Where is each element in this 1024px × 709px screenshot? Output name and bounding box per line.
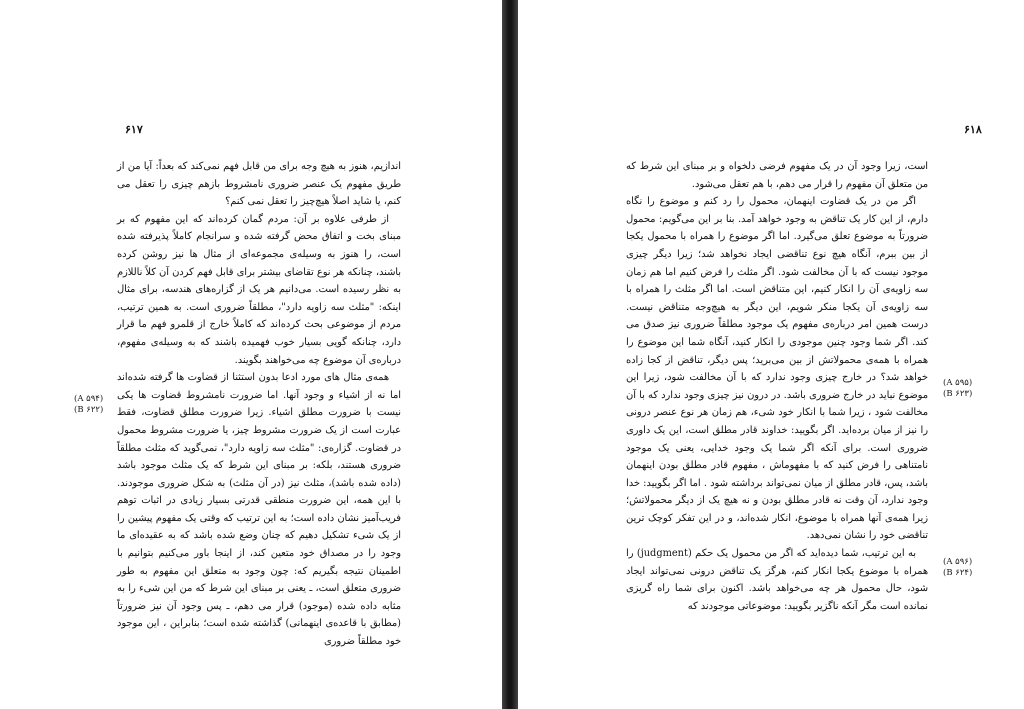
margin-reference-a: (A ۵۹۶) [943, 557, 973, 567]
page-number: ۶۱۸ [964, 123, 982, 136]
text-column [626, 158, 928, 615]
left-page [0, 0, 502, 709]
paragraph: اگر من در یک قضاوت اینهمان، محمول را رد کنم و موضوع را نگاه دارم، از این کار یک تناقض به وجود خواهد آمد. بنا بر این می‌گویم: محمول ضرورتاً به موضوع تعلق می‌گیرد. اما اگر موضوع را همراه با محمول یکجا از بین ببرم، آنگاه هیچ نوع تناقضی ایجاد نخواهد شد؛ زیرا دیگر چیزی موجود نیست که با آن مخالفت شود. اگر مثلث را فرض کنیم اما هم زمان سه زاویه‌ی آن را انکار کنیم، این متناقض است. اما اگر مثلث را همراه با سه زاویه‌ی آن یکجا منکر شویم، این دیگر به هیچ‌وجه متناقض نیست. درست همین امر درباره‌ی مفهوم یک موجود مطلقاً ضروری نیز صدق می کند. اگر شما وجود چنین موجودی را انکار کنید، آنگاه شما این موضوع را همراه با همه‌ی محمولاتش از بین می‌برید؛ پس دیگر، تناقض از کجا زاده خواهد شد؟ در خارج چیزی وجود ندارد که با آن مخالفت شود، زیرا این موضوع نباید در خارج ضروری باشد. در درون نیز چیزی وجود ندارد که با آن مخالفت شود ، زیرا شما با انکار خود شیء، هم زمان هر نوع عنصر درونی را نیز از میان برده‌اید. اگر بگویید: خداوند قادر مطلق است، این یک داوری ضروری است. برای آنکه اگر شما یک وجود خدایی، یعنی یک موجود نامتناهی را فرض کنید که با مفهوماش ، مفهوم قادر مطلق بودن اینهمان باشد، پس، قادر مطلق از میان نمی‌تواند برداشته شود . اما اگر بگویید: خدا وجود ندارد، آن وقت نه قادر مطلق بودن و نه هیچ یک از دیگر محمولاتش؛ زیرا همه‌ی آنها همراه با موضوع، انکار شده‌اند، و در این تفکر کوچک ترین تناقضی خود را نشان نمی‌دهد. [626, 196, 928, 542]
text-column [117, 158, 401, 651]
paragraph: از طرفی علاوه بر آن: مردم گمان کرده‌اند که این مفهوم که بر مبنای بخت و اتفاق محض گرفته شده و سرانجام کاملاً پذیرفته شده است، را هنوز به وسیله‌ی مجموعه‌ای از مثال ها نیز روشن کرده باشند، چنانکه هر نوع تقاضای بیشتر برای قابل فهم کردن آن کلاً ناللازم به نظر رسیده است. می‌دانیم هر یک از گزاره‌های هندسه، برای مثال اینکه: "مثلث سه زاویه دارد"، مطلقاً ضروری است. به همین ترتیب، مردم از موضوعی بحث کرده‌اند که کاملاً خارج از قلمرو فهم ما قرار دارد، چنانکه گویی بسیار خوب فهمیده باشند که به وسیله‌ی مفهوم، درباره‌ی آن موضوع چه می‌خواهند بگویند. [116, 213, 401, 366]
paragraph: همه‌ی مثال های مورد ادعا بدون استثنا از قضاوت ها گرفته شده‌اند اما نه از اشیاء و وجود آنها. اما ضرورت نامشروط قضاوت ها یکی نیست با ضرورت مطلق اشیاء. زیرا ضرورت مطلق قضاوت، فقط عبارت است از یک ضرورت مشروط چیز، یا ضرورت مشروط محمول در قضاوت. گزاره‌ی: "مثلث سه زاویه دارد"، نمی‌گوید که مثلث مطلقاً ضروری هستند، بلکه: بر مبنای این شرط که یک مثلث موجود باشد (داده شده باشد)، مثلث نیز (در آن مثلث) به شکل ضروری موجودند. با این همه، این ضرورت منطقی قدرتی بسیار زیادی در اثبات توهم فریب‌آمیز نشان داده است؛ به این ترتیب که وقتی یک مفهوم پیشین را از یک شیء تشکیل دهیم که چنان وضع شده باشد که به عقیده‌ای ما وجود را در مصداق خود متعین کند، از اینجا باور می‌کنیم بتوانیم با اطمینان نتیجه بگیریم که: چون وجود به متعلق این مفهوم به طور ضروری متعلق است، ـ یعنی بر مبنای این شرط که من این شیء را به مثابه داده شده (موجود) قرار می دهم، ـ پس وجود آن نیز ضرورتاً (مطابق با قاعده‌ی اینهمانی) گذاشته شده است؛ بنابراین ، این موجود خود مطلقاً ضروری [117, 372, 401, 648]
paragraph: به این ترتیب، شما دیده‌اید که اگر من محمول یک حکم (judgment) را همراه با موضوع یکجا انکار کنم، هرگز یک تناقض درونی نمی‌تواند ایجاد شود، حال محمول هر چه می‌خواهد باشد. اکنون برای شما راه گریزی نمانده است مگر آنکه ناگزیر بگویید: موضوعاتی موجودند که [626, 548, 928, 612]
margin-reference-b: (B ۶۲۴) [943, 568, 973, 578]
margin-reference-a: (A ۵۹۴) [74, 394, 104, 404]
book-spine-divider [502, 0, 518, 709]
paragraph: است، زیرا وجود آن در یک مفهوم فرضی دلخواه و بر مبنای این شرط که من متعلق آن مفهوم را قرار می دهم، با هم تعقل می‌شود. [626, 161, 928, 190]
margin-reference [943, 557, 972, 579]
page-number: ۶۱۷ [125, 123, 143, 136]
margin-reference-b: (B ۶۲۲) [74, 405, 104, 415]
margin-reference-a: (A ۵۹۵) [943, 378, 973, 388]
margin-reference-b: (B ۶۲۳) [943, 389, 973, 399]
paragraph: اندازیم، هنوز به هیچ وجه برای من قابل فهم نمی‌کند که بعداً: آیا من از طریق مفهوم یک عنصر ضروری نامشروط بازهم چیزی را تعقل می کنم، یا شاید اصلاً هیچ‌چیز را تعقل نمی کنم؟ [117, 161, 401, 208]
margin-reference [943, 378, 972, 400]
right-page [518, 0, 1024, 709]
margin-reference [74, 394, 103, 416]
